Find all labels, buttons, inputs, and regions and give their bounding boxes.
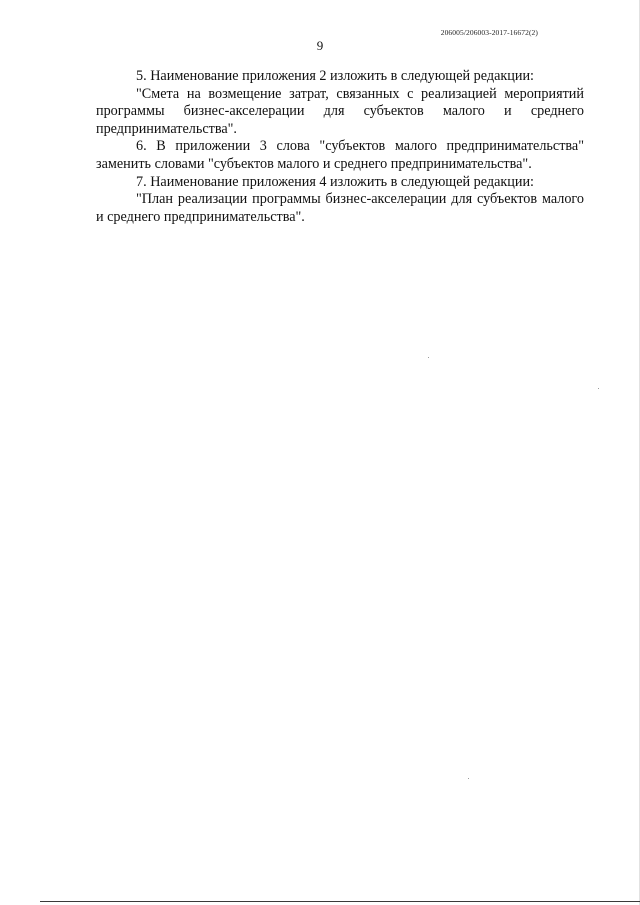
paragraph-item-7: 7. Наименование приложения 4 изложить в следующей редакции: (136, 173, 534, 190)
paragraph-item-6: 6. В приложении 3 слова "субъектов малого предпринимательства" заменить словами "субъектов малого и среднего предпринимательства". (96, 138, 584, 172)
paragraph-quote-appendix-4: "План реализации программы бизнес-акселерации для субъектов малого и среднего предпринимательства". (96, 191, 584, 225)
paragraph-quote-appendix-2: "Смета на возмещение затрат, связанных с реализацией мероприятий программы бизнес-акселерации для субъектов малого и среднего предпринимательства". (96, 85, 584, 137)
scan-speck (428, 357, 429, 358)
scan-edge-bottom (40, 901, 640, 902)
scan-speck (468, 778, 469, 779)
paragraph-item-5: 5. Наименование приложения 2 изложить в следующей редакции: (136, 68, 534, 84)
scan-speck (598, 388, 599, 389)
document-registration-code: 206005/206003-2017-16672(2) (440, 28, 538, 37)
page-number: 9 (316, 38, 324, 53)
document-body (96, 68, 584, 226)
